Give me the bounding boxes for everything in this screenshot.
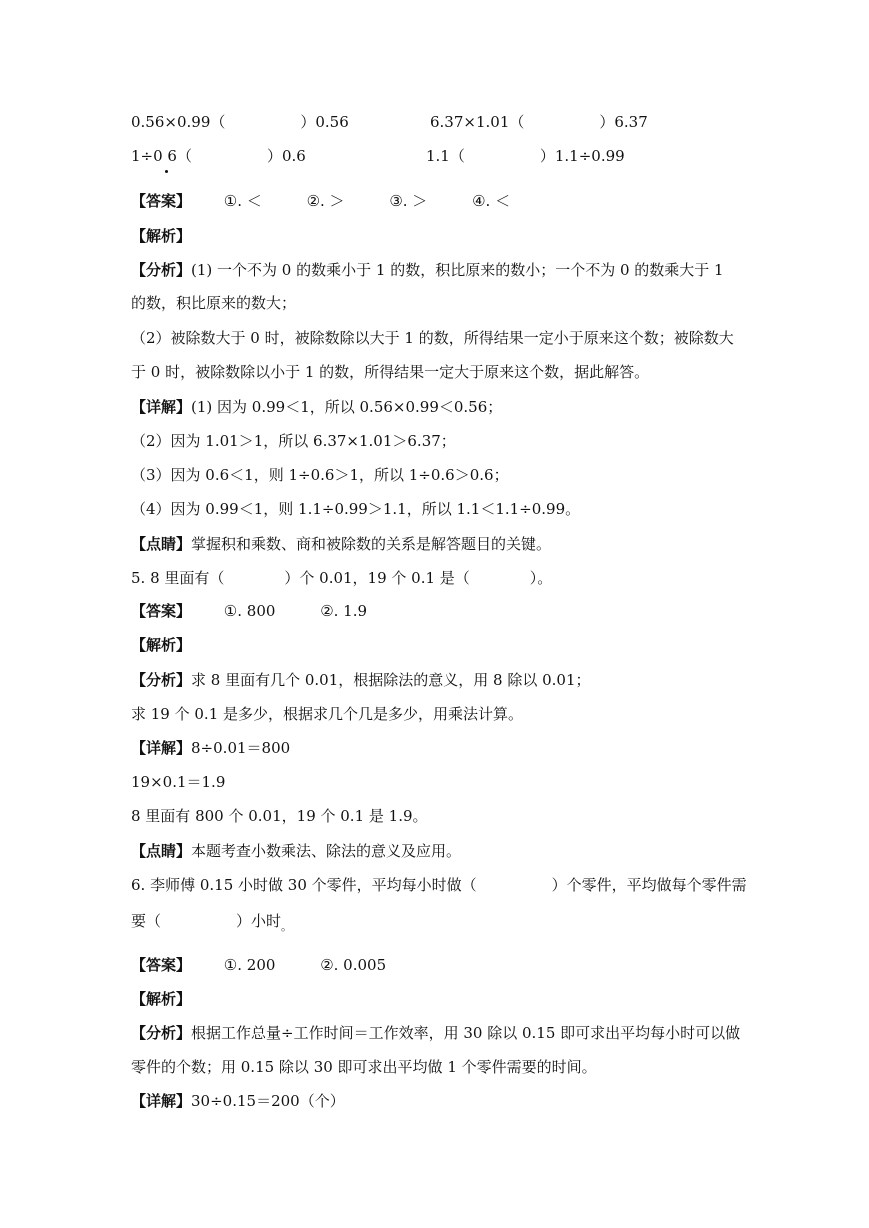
answer-tag: 【答案】 bbox=[131, 602, 192, 620]
q5-xiangjie-line3: 8 里面有 800 个 0.01，19 个 0.1 是 1.9。 bbox=[131, 807, 428, 825]
q6-question-text: 要（ ）小时 bbox=[131, 912, 282, 930]
xiangjie-text: (1) 因为 0.99＜1，所以 0.56×0.99＜0.56； bbox=[191, 398, 503, 416]
q4-fenxi-line1 bbox=[131, 260, 724, 280]
q6-question-period: 。 bbox=[281, 920, 293, 933]
compare-row1-right: 6.37×1.01（ ）6.37 bbox=[430, 113, 648, 131]
q6-fenxi-line1 bbox=[131, 1023, 740, 1043]
answer-item: ①. 800 bbox=[223, 602, 276, 620]
q6-answer-line bbox=[131, 955, 386, 975]
q5-fenxi-line2: 求 19 个 0.1 是多少，根据求几个几是多少，用乘法计算。 bbox=[131, 705, 524, 723]
answer-item: ①. ＜ bbox=[223, 192, 262, 210]
analysis-tag: 【解析】 bbox=[131, 990, 192, 1008]
xiangjie-tag: 【详解】 bbox=[131, 398, 192, 416]
repeating-decimal-dot bbox=[165, 170, 168, 173]
q5-answer-line bbox=[131, 601, 367, 621]
answer-item: ②. ＞ bbox=[306, 192, 345, 210]
q4-fenxi-line1b: 的数，积比原来的数大； bbox=[131, 294, 297, 312]
fenxi-text: 根据工作总量÷工作时间＝工作效率，用 30 除以 0.15 即可求出平均每小时可以做 bbox=[191, 1024, 741, 1042]
dianjing-text: 掌握积和乘数、商和被除数的关系是解答题目的关键。 bbox=[191, 535, 552, 553]
answer-item: ③. ＞ bbox=[389, 192, 428, 210]
q4-fenxi-line2: （2）被除数大于 0 时，被除数除以大于 1 的数，所得结果一定小于原来这个数；被除数大 bbox=[131, 329, 734, 347]
dianjing-tag: 【点睛】 bbox=[131, 842, 192, 860]
q4-dianjing-line bbox=[131, 534, 551, 554]
answer-tag: 【答案】 bbox=[131, 192, 192, 210]
q4-fenxi-line2b: 于 0 时，被除数除以小于 1 的数，所得结果一定大于原来这个数，据此解答。 bbox=[131, 363, 650, 381]
xiangjie-tag: 【详解】 bbox=[131, 739, 192, 757]
compare-row1-left: 0.56×0.99（ ）0.56 bbox=[131, 113, 349, 131]
answer-item: ②. 1.9 bbox=[320, 602, 368, 620]
compare-row2-left: 1÷0 6（ ）0.6 bbox=[131, 147, 306, 165]
q6-question-line2 bbox=[131, 911, 292, 931]
answer-item: ②. 0.005 bbox=[320, 956, 387, 974]
q4-answer-line bbox=[131, 191, 510, 211]
fenxi-text: 求 8 里面有几个 0.01，根据除法的意义，用 8 除以 0.01； bbox=[191, 671, 591, 689]
fenxi-tag: 【分析】 bbox=[131, 1024, 192, 1042]
compare-row2-right: 1.1（ ）1.1÷0.99 bbox=[426, 147, 625, 165]
analysis-tag: 【解析】 bbox=[131, 636, 192, 654]
q5-xiangjie-line1 bbox=[131, 738, 290, 758]
q4-xiangjie-line1 bbox=[131, 397, 502, 417]
answer-tag: 【答案】 bbox=[131, 956, 192, 974]
dianjing-text: 本题考查小数乘法、除法的意义及应用。 bbox=[191, 842, 462, 860]
analysis-tag: 【解析】 bbox=[131, 227, 192, 245]
answer-item: ①. 200 bbox=[223, 956, 276, 974]
fenxi-text: (1) 一个不为 0 的数乘小于 1 的数，积比原来的数小；一个不为 0 的数乘大于 1 bbox=[191, 261, 724, 279]
fenxi-tag: 【分析】 bbox=[131, 261, 192, 279]
xiangjie-tag: 【详解】 bbox=[131, 1092, 192, 1110]
q4-xiangjie-line4: （4）因为 0.99＜1，则 1.1÷0.99＞1.1，所以 1.1＜1.1÷0.99。 bbox=[131, 500, 581, 518]
dianjing-tag: 【点睛】 bbox=[131, 535, 192, 553]
answer-item: ④. ＜ bbox=[472, 192, 511, 210]
q4-xiangjie-line3: （3）因为 0.6＜1，则 1÷0.6＞1，所以 1÷0.6＞0.6； bbox=[131, 466, 509, 484]
q6-question-line1: 6. 李师傅 0.15 小时做 30 个零件，平均每小时做（ ）个零件，平均做每个零件需 bbox=[131, 876, 747, 894]
q5-dianjing-line bbox=[131, 841, 461, 861]
xiangjie-text: 8÷0.01＝800 bbox=[191, 739, 291, 757]
xiangjie-text: 30÷0.15＝200（个） bbox=[191, 1092, 345, 1110]
q4-xiangjie-line2: （2）因为 1.01＞1，所以 6.37×1.01＞6.37； bbox=[131, 432, 456, 450]
q5-question: 5. 8 里面有（ ）个 0.01，19 个 0.1 是（ ）。 bbox=[131, 569, 553, 587]
fenxi-tag: 【分析】 bbox=[131, 671, 192, 689]
q6-fenxi-line2: 零件的个数；用 0.15 除以 30 即可求出平均做 1 个零件需要的时间。 bbox=[131, 1058, 597, 1076]
q5-xiangjie-line2: 19×0.1＝1.9 bbox=[131, 773, 226, 791]
q5-fenxi-line1 bbox=[131, 670, 591, 690]
q6-xiangjie-line1 bbox=[131, 1091, 345, 1111]
